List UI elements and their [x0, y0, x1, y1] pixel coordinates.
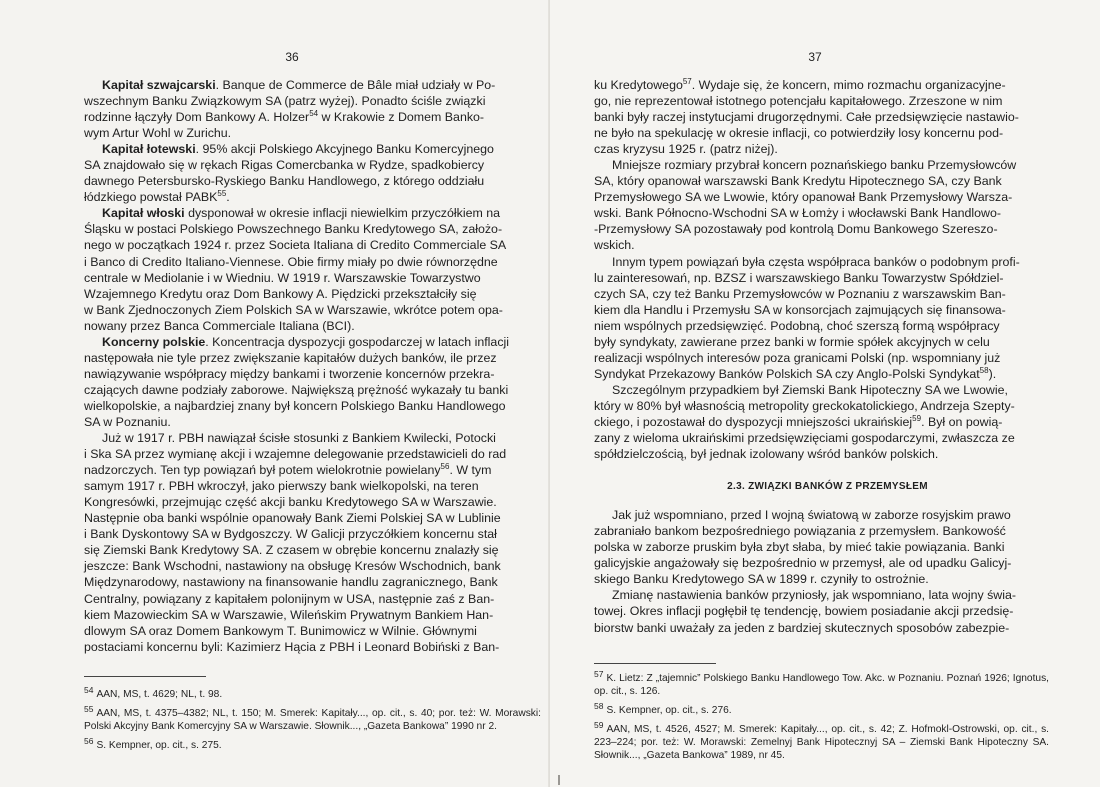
footnote	[594, 719, 1049, 762]
paragraph: Już w 1917 r. PBH nawiązał ścisłe stosunki z Bankiem Kwilecki, Potocki i Ska SA przez wymianę akcji i wzajemne delegowanie przedstawicieli do rad nadzorczych. Ten typ powiązań był potem wielokrotnie powielany$^{56}$. W tym samym 1917 r. PBH wkroczył, jako pierwszy bank wielkopolski, na teren Kongresówki, przejmując część akcji banku Kredytowego SA w Warszawie. Następnie oba banki wspólnie opanowały Bank Ziemi Polskiej SA w Lublinie i Bank Dyskontowy SA w Bydgoszczy. W Galicji przyczółkiem koncernu stał się Ziemski Bank Kredytowy SA. Z czasem w obrębie koncernu znalazły się jeszcze: Bank Wschodni, nastawiony na obsługę Kresów Wschodnich, bank Międzynarodowy, nastawiony na finansowanie handlu zagranicznego, Bank Centralny, powiązany z kapitałem polonijnym w USA, następnie zaś z Ban- kiem Mazowieckim SA w Warszawie, Wileńskim Prywatnym Bankiem Han- dlowym SA oraz Domem Bankowym T. Bunimowicz w Wilnie. Głównymi postaciami koncernu byli: Kazimierz Hącia z PBH i Leonard Bobiński z Ban-	[84, 431, 507, 654]
footnote-reference: 55	[217, 189, 227, 199]
footnote-number: 58	[594, 700, 604, 711]
footnotes	[84, 684, 541, 758]
footnote-number: 55	[84, 703, 94, 714]
text-block	[594, 77, 1049, 462]
paragraph: Innym typem powiązań była częsta współpraca banków o podobnym profi- lu zainteresowań, np. BZSZ i warszawskiego Banku Towarzystw Spółdziel- czych SA, czy też Banku Przemysłowców w Poznaniu z warszawskim Ban- kiem dla Handlu i Przemysłu SA w konsorcjach zajmujących się finansowa- niem wspólnych przedsięwzięć. Podobną, choć szerszą formą współpracy były syndykaty, zawierane przez banki w formie spółek akcyjnych w celu realizacji wspólnych interesów poza granicami Polski (np. wspomniany już Syndykat Przekazowy Banków Polskich SA czy Anglo-Polski Syndykat$^{58}$).	[594, 254, 1020, 381]
footnote-reference: 57	[682, 76, 692, 86]
footnote-text: AAN, MS, t. 4526, 4527; M. Smerek: Kapitały..., op. cit., s. 42; Z. Hofmokl-Ostrowski, op. cit., s. 223–224; por. też: W. Morawski: Zemelnyj Bank Hipotecznyj SA – Ziemski Bank Hipoteczny SA. Słownik..., „Gazeta Bankowa” 1989, nr 45.	[594, 724, 1049, 761]
paragraph-lead-heading: Koncerny polskie	[102, 334, 206, 349]
footnote-number: 59	[594, 719, 604, 730]
footnotes	[594, 668, 1049, 768]
footnote-text: AAN, MS, t. 4375–4382; NL, t. 150; M. Smerek: Kapitały..., op. cit., s. 40; por. też: W. Morawski: Polski Akcyjny Bank Komercyjny SA w Warszawie. Słownik..., „Gazeta Bankowa” 1990 nr 2.	[84, 708, 541, 732]
paragraph: Koncerny polskie. Koncentracja dyspozycji gospodarczej w latach inflacji następowała nie tyle przez zwiększanie kapitałów dużych banków, ile przez nawiązywanie współpracy między bankami i tworzenie koncernów przekra- czających dawne podziały zaborowe. Największą prężność wykazały tu banki wielkopolskie, a najbardziej znany był koncern Polskiego Banku Handlowego SA w Poznaniu.	[84, 334, 510, 429]
scan-mark	[558, 775, 560, 785]
footnote-number: 56	[84, 735, 94, 746]
paragraph: ku Kredytowego$^{57}$. Wydaje się, że koncern, mimo rozmachu organizacyjne- go, nie reprezentował istotnego potencjału kapitałowego. Zrzeszone w nim banki były raczej instytucjami drugorzędnymi. Całe przedsięwzięcie nastawio- ne było na spekulację w okresie inflacji, co potwierdziły losy koncernu pod- czas kryzysu 1925 r. (patrz niżej).	[594, 76, 1019, 157]
text-block	[594, 507, 1049, 635]
right-page	[550, 0, 1100, 787]
paragraph: Kapitał włoski dysponował w okresie inflacji niewielkim przyczółkiem na Śląsku w postaci Polskiego Powszechnego Banku Kredytowego SA, założo- nego w początkach 1924 r. przez Societa Italiana di Credito Commerciale SA i Banco di Credito Italiano-Viennese. Obie firmy miały po dwie równorzędne centrale w Mediolanie i w Wiedniu. W 1919 r. Warszawskie Towarzystwo Wzajemnego Kredytu oraz Dom Bankowy A. Piędzicki przekształciły się w Bank Zjednoczonych Ziem Polskich SA w Warszawie, wkrótce potem opa- nowany przez Banca Commerciale Italiana (BCI).	[84, 206, 507, 333]
paragraph-lead-heading: Kapitał włoski	[102, 206, 185, 221]
footnote-separator	[84, 676, 206, 677]
main-text	[594, 77, 1049, 636]
paragraph: Kapitał szwajcarski. Banque de Commerce de Bâle miał udziały w Po- wszechnym Banku Związkowym SA (patrz wyżej). Ponadto ściśle związki rodzinne łączyły Dom Bankowy A. Holzer$^{54}$ w Krakowie z Domem Banko- wym Artur Wohl w Zurichu.	[84, 78, 496, 141]
footnote	[84, 703, 541, 733]
paragraph-lead-heading: Kapitał łotewski	[102, 142, 196, 157]
main-text	[84, 77, 541, 655]
footnote-text: K. Lietz: Z „tajemnic” Polskiego Banku Handlowego Tow. Akc. w Poznaniu. Poznań 1926; Ignotus, op. cit., s. 126.	[594, 673, 1049, 697]
paragraph: Kapitał łotewski. 95% akcji Polskiego Akcyjnego Banku Komercyjnego SA znajdowało się w rękach Rigas Comercbanka w Rydze, spadkobiercy dawnego Petersbursko-Ryskiego Banku Handlowego, z którego oddziału łódzkiego powstał PABK$^{55}$.	[84, 142, 494, 205]
footnote	[594, 700, 1049, 717]
page-number: 36	[285, 50, 299, 64]
footnote-reference: 54	[309, 108, 319, 118]
footnote-number: 57	[594, 668, 604, 679]
footnote-reference: 58	[979, 365, 989, 375]
footnote-reference: 59	[912, 413, 922, 423]
footnote-text: S. Kempner, op. cit., s. 276.	[606, 705, 732, 716]
footnote-reference: 56	[440, 462, 450, 471]
footnote-text: S. Kempner, op. cit., s. 275.	[96, 740, 222, 751]
page-number: 37	[808, 50, 822, 64]
paragraph: Szczególnym przypadkiem był Ziemski Bank Hipoteczny SA we Lwowie, który w 80% był własnością metropolity greckokatolickiego, Andrzeja Szepty- ckiego, i pozostawał do dyspozycji mniejszości ukraińskiej$^{59}$. Był on powią- zany z wieloma ukraińskimi przedsięwzięciami gospodarczymi, zwłaszcza ze spółdzielczością, był jednak izolowany wśród banków polskich.	[594, 382, 1015, 462]
footnote	[84, 735, 541, 752]
footnote-text: AAN, MS, t. 4629; NL, t. 98.	[96, 689, 223, 700]
footnote	[594, 668, 1049, 698]
section-heading: 2.3. ZWIĄZKI BANKÓW Z PRZEMYSŁEM	[727, 481, 928, 493]
paragraph: Zmianę nastawienia banków przyniosły, jak wspomniano, lata wojny świa- towej. Okres inflacji pogłębił tę tendencję, bowiem posiadanie akcji przedsię- biorstw banki uważały za jeden z bardziej skutecznych sposobów zabezpie-	[594, 588, 1017, 635]
paragraph: Mniejsze rozmiary przybrał koncern poznańskiego banku Przemysłowców SA, który opanował warszawski Bank Kredytu Hipotecznego SA, czy Bank Przemysłowego SA we Lwowie, który opanował Bank Przemysłowy Warsza- wski. Bank Północno-Wschodni SA w Łomży i włocławski Bank Handlowo- -Przemysłowy SA pozostawały pod kontrolą Domu Bankowego Szereszo- wskich.	[594, 158, 1017, 253]
footnote	[84, 684, 541, 701]
paragraph: Jak już wspomniano, przed I wojną światową w zaborze rosyjskim prawo zabraniało bankom bezpośredniego powiązania z przemysłem. Bankowość polska w zaborze pruskim była zbyt słaba, by mieć takie powiązania. Banki galicyjskie angażowały się bezpośrednio w przemysł, ale od upadku Galicyj- skiego Banku Kredytowego SA w 1899 r. czyniły to ostrożnie.	[594, 508, 1012, 587]
footnote-separator	[594, 663, 716, 664]
paragraph-lead-heading: Kapitał szwajcarski	[102, 78, 216, 92]
footnote-number: 54	[84, 684, 94, 695]
